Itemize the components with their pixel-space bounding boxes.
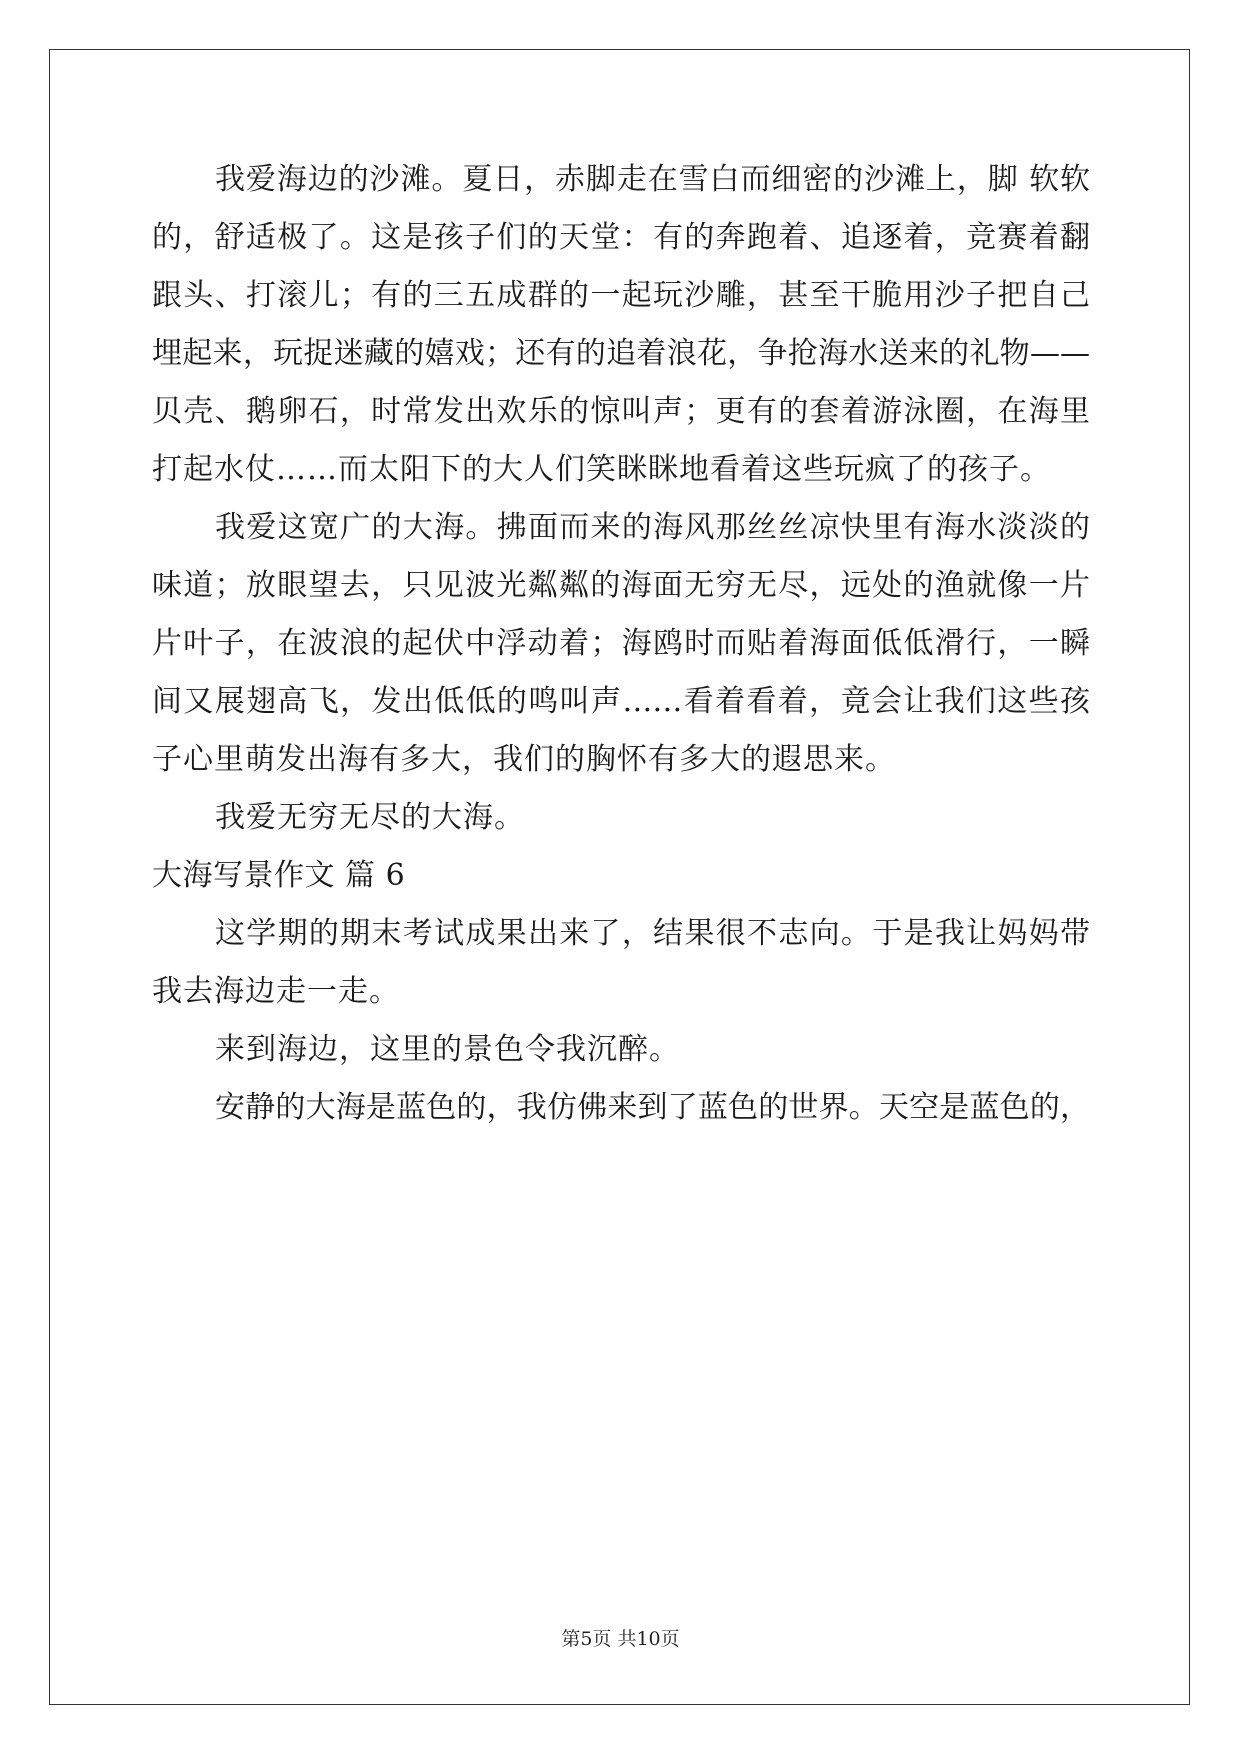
paragraph-line: 安静的大海是蓝色的，我仿佛来到了蓝色的世界。天空是蓝色的，	[215, 1090, 1090, 1125]
paragraph-line: 打起水仗……而太阳下的大人们笑眯眯地看着这些玩疯了的孩子。	[152, 452, 1051, 487]
section-heading: 大海写景作文 篇 6	[152, 858, 406, 893]
paragraph-line: 我爱海边的沙滩。夏日，赤脚走在雪白而细密的沙滩上，脚 软软	[215, 162, 1090, 197]
paragraph-line: 味道；放眼望去，只见波光粼粼的海面无穷无尽，远处的渔就像一片	[152, 568, 1090, 603]
paragraph-line: 我去海边走一走。	[152, 974, 400, 1009]
paragraph-line: 来到海边，这里的景色令我沉醉。	[215, 1032, 680, 1067]
paragraph-line: 埋起来，玩捉迷藏的嬉戏；还有的追着浪花，争抢海水送来的礼物——	[152, 336, 1090, 371]
paragraph-line: 跟头、打滚儿；有的三五成群的一起玩沙雕，甚至干脆用沙子把自己	[152, 278, 1090, 313]
paragraph-line: 贝壳、鹅卵石，时常发出欢乐的惊叫声；更有的套着游泳圈，在海里	[152, 394, 1090, 429]
paragraph-line: 我爱这宽广的大海。拂面而来的海风那丝丝凉快里有海水淡淡的	[215, 510, 1090, 545]
paragraph-line: 片叶子，在波浪的起伏中浮动着；海鸥时而贴着海面低低滑行，一瞬	[152, 626, 1090, 661]
paragraph-line: 我爱无穷无尽的大海。	[215, 800, 525, 835]
paragraph-line: 这学期的期末考试成果出来了，结果很不志向。于是我让妈妈带	[215, 916, 1090, 951]
page-number-footer: 第5页 共10页	[561, 1628, 680, 1650]
paragraph-line: 间又展翅高飞，发出低低的鸣叫声……看着看着，竟会让我们这些孩	[152, 684, 1090, 719]
paragraph-line: 子心里萌发出海有多大，我们的胸怀有多大的遐思来。	[152, 742, 896, 777]
paragraph-line: 的，舒适极了。这是孩子们的天堂：有的奔跑着、追逐着，竞赛着翻	[152, 220, 1090, 255]
